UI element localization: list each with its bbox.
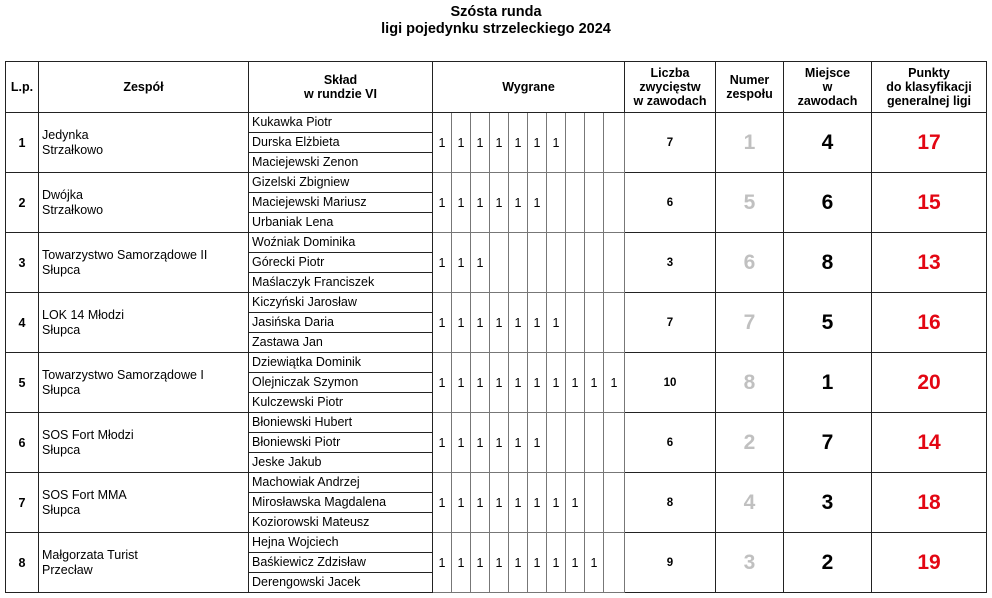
team-name-line2: Słupca bbox=[42, 502, 81, 517]
place: 4 bbox=[784, 113, 872, 173]
header-place-line1: Miejsce bbox=[804, 66, 851, 80]
league-points: 17 bbox=[872, 113, 987, 173]
win-cell: 1 bbox=[509, 293, 528, 353]
team-name-line1: Dwójka bbox=[42, 187, 83, 202]
win-cell: 1 bbox=[509, 533, 528, 593]
team-member: Jasińska Daria bbox=[249, 313, 432, 333]
win-cell: 1 bbox=[490, 173, 509, 233]
win-cell: 1 bbox=[471, 533, 490, 593]
win-cell bbox=[604, 533, 625, 593]
win-cell: 1 bbox=[509, 413, 528, 473]
header-team-no bbox=[716, 62, 784, 113]
win-cell bbox=[566, 413, 585, 473]
win-cell: 1 bbox=[566, 533, 585, 593]
team-name-line2: Strzałkowo bbox=[42, 142, 104, 157]
team-member: Kiczyński Jarosław bbox=[249, 293, 432, 313]
team-number: 4 bbox=[716, 473, 784, 533]
team-name bbox=[39, 173, 249, 233]
wins-total: 10 bbox=[625, 353, 716, 413]
win-cell: 1 bbox=[490, 353, 509, 413]
team-member: Kukawka Piotr bbox=[249, 113, 432, 133]
win-cell: 1 bbox=[528, 473, 547, 533]
win-cell: 1 bbox=[433, 113, 452, 173]
win-cell: 1 bbox=[528, 173, 547, 233]
win-cell: 1 bbox=[490, 413, 509, 473]
win-cell: 1 bbox=[471, 413, 490, 473]
team-member: Górecki Piotr bbox=[249, 253, 432, 273]
table-row bbox=[6, 233, 987, 293]
win-cell: 1 bbox=[490, 293, 509, 353]
header-place-line2: w bbox=[822, 80, 833, 94]
table-row bbox=[6, 173, 987, 233]
header-place-line3: zawodach bbox=[797, 94, 858, 108]
team-member: Machowiak Andrzej bbox=[249, 473, 432, 493]
team-number: 3 bbox=[716, 533, 784, 593]
league-points: 15 bbox=[872, 173, 987, 233]
win-cell: 1 bbox=[547, 353, 566, 413]
win-cell bbox=[585, 413, 604, 473]
team-member: Jeske Jakub bbox=[252, 455, 322, 469]
win-cell: 1 bbox=[604, 353, 625, 413]
team-member: Maciejewski Mariusz bbox=[249, 193, 432, 213]
win-cell: 1 bbox=[509, 113, 528, 173]
team-member: Dziewiątka Dominik bbox=[249, 353, 432, 373]
win-cell: 1 bbox=[433, 173, 452, 233]
team-squad bbox=[249, 233, 433, 293]
win-cell bbox=[585, 233, 604, 293]
place: 1 bbox=[784, 353, 872, 413]
league-points: 16 bbox=[872, 293, 987, 353]
row-number: 8 bbox=[6, 533, 39, 593]
table-row bbox=[6, 533, 987, 593]
team-name-line2: Słupca bbox=[42, 382, 81, 397]
team-name-line1: LOK 14 Młodzi bbox=[42, 307, 124, 322]
document-title bbox=[0, 4, 992, 38]
win-cell: 1 bbox=[452, 353, 471, 413]
team-name-line2: Słupca bbox=[42, 442, 81, 457]
win-cell bbox=[509, 233, 528, 293]
team-member: Gizelski Zbigniew bbox=[249, 173, 432, 193]
win-cell: 1 bbox=[452, 413, 471, 473]
win-cell: 1 bbox=[471, 233, 490, 293]
header-points-line2: do klasyfikacji bbox=[886, 80, 972, 94]
results-table bbox=[5, 61, 987, 593]
win-cell bbox=[585, 473, 604, 533]
win-cell: 1 bbox=[452, 533, 471, 593]
win-cell bbox=[566, 173, 585, 233]
title-line-1: Szósta runda bbox=[450, 4, 542, 20]
team-name bbox=[39, 293, 249, 353]
league-points: 19 bbox=[872, 533, 987, 593]
team-member: Błoniewski Hubert bbox=[249, 413, 432, 433]
win-cell: 1 bbox=[528, 533, 547, 593]
team-number: 5 bbox=[716, 173, 784, 233]
win-cell: 1 bbox=[471, 353, 490, 413]
win-cell: 1 bbox=[528, 413, 547, 473]
header-points-line1: Punkty bbox=[908, 66, 950, 80]
team-name bbox=[39, 473, 249, 533]
header-place bbox=[784, 62, 872, 113]
place: 7 bbox=[784, 413, 872, 473]
win-cell: 1 bbox=[452, 473, 471, 533]
header-lp: L.p. bbox=[6, 62, 39, 113]
team-name-line1: Jedynka bbox=[42, 127, 89, 142]
team-member: Koziorowski Mateusz bbox=[252, 515, 370, 529]
team-member: Durska Elżbieta bbox=[249, 133, 432, 153]
team-squad bbox=[249, 353, 433, 413]
league-points: 14 bbox=[872, 413, 987, 473]
win-cell: 1 bbox=[433, 233, 452, 293]
table-row bbox=[6, 473, 987, 533]
team-squad bbox=[249, 473, 433, 533]
team-member: Błoniewski Piotr bbox=[249, 433, 432, 453]
place: 8 bbox=[784, 233, 872, 293]
wins-total: 8 bbox=[625, 473, 716, 533]
row-number: 5 bbox=[6, 353, 39, 413]
team-name-line2: Przecław bbox=[42, 562, 93, 577]
header-squad bbox=[249, 62, 433, 113]
win-cell: 1 bbox=[471, 293, 490, 353]
table-row bbox=[6, 113, 987, 173]
win-cell bbox=[585, 113, 604, 173]
win-cell: 1 bbox=[547, 293, 566, 353]
team-name-line1: Małgorzata Turist bbox=[42, 547, 138, 562]
header-points bbox=[872, 62, 987, 113]
header-wins-total bbox=[625, 62, 716, 113]
team-name-line1: SOS Fort Młodzi bbox=[42, 427, 134, 442]
win-cell bbox=[547, 173, 566, 233]
team-squad bbox=[249, 113, 433, 173]
team-name bbox=[39, 113, 249, 173]
win-cell: 1 bbox=[490, 113, 509, 173]
win-cell bbox=[585, 173, 604, 233]
win-cell bbox=[528, 233, 547, 293]
win-cell bbox=[604, 233, 625, 293]
win-cell: 1 bbox=[471, 113, 490, 173]
team-member: Mirosławska Magdalena bbox=[249, 493, 432, 513]
league-points: 18 bbox=[872, 473, 987, 533]
wins-total: 7 bbox=[625, 113, 716, 173]
title-line-2: ligi pojedynku strzeleckiego 2024 bbox=[381, 21, 611, 37]
win-cell: 1 bbox=[528, 293, 547, 353]
wins-total: 7 bbox=[625, 293, 716, 353]
team-name-line1: Towarzystwo Samorządowe II bbox=[42, 247, 208, 262]
team-number: 6 bbox=[716, 233, 784, 293]
team-name-line2: Słupca bbox=[42, 322, 81, 337]
header-wins: Wygrane bbox=[433, 62, 625, 113]
table-body bbox=[6, 113, 987, 593]
team-member: Hejna Wojciech bbox=[249, 533, 432, 553]
win-cell: 1 bbox=[509, 173, 528, 233]
win-cell: 1 bbox=[566, 353, 585, 413]
win-cell bbox=[566, 113, 585, 173]
win-cell bbox=[604, 113, 625, 173]
team-member: Derengowski Jacek bbox=[252, 575, 361, 589]
win-cell: 1 bbox=[471, 473, 490, 533]
row-number: 2 bbox=[6, 173, 39, 233]
place: 3 bbox=[784, 473, 872, 533]
win-cell: 1 bbox=[433, 533, 452, 593]
header-squad-line1: Skład bbox=[323, 73, 358, 87]
win-cell: 1 bbox=[433, 293, 452, 353]
header-wins-total-line3: w zawodach bbox=[633, 94, 707, 108]
place: 2 bbox=[784, 533, 872, 593]
win-cell: 1 bbox=[433, 473, 452, 533]
win-cell: 1 bbox=[509, 473, 528, 533]
header-team-no-line1: Numer bbox=[729, 73, 770, 87]
wins-total: 3 bbox=[625, 233, 716, 293]
league-points: 13 bbox=[872, 233, 987, 293]
team-name-line2: Słupca bbox=[42, 262, 81, 277]
win-cell bbox=[604, 293, 625, 353]
win-cell: 1 bbox=[528, 113, 547, 173]
team-number: 1 bbox=[716, 113, 784, 173]
win-cell: 1 bbox=[547, 473, 566, 533]
win-cell: 1 bbox=[585, 533, 604, 593]
team-member: Olejniczak Szymon bbox=[249, 373, 432, 393]
team-squad bbox=[249, 413, 433, 473]
team-member: Maciejewski Zenon bbox=[252, 155, 359, 169]
team-name-line2: Strzałkowo bbox=[42, 202, 104, 217]
place: 6 bbox=[784, 173, 872, 233]
header-team: Zespół bbox=[39, 62, 249, 113]
win-cell: 1 bbox=[490, 533, 509, 593]
win-cell: 1 bbox=[585, 353, 604, 413]
win-cell bbox=[604, 173, 625, 233]
table-row bbox=[6, 413, 987, 473]
place: 5 bbox=[784, 293, 872, 353]
win-cell: 1 bbox=[471, 173, 490, 233]
team-number: 7 bbox=[716, 293, 784, 353]
win-cell bbox=[604, 473, 625, 533]
team-name bbox=[39, 533, 249, 593]
win-cell: 1 bbox=[452, 293, 471, 353]
win-cell: 1 bbox=[528, 353, 547, 413]
team-member: Maślaczyk Franciszek bbox=[252, 275, 375, 289]
win-cell: 1 bbox=[547, 113, 566, 173]
team-name-line1: SOS Fort MMA bbox=[42, 487, 127, 502]
win-cell bbox=[604, 413, 625, 473]
header-team-no-line2: zespołu bbox=[726, 87, 773, 101]
team-member: Woźniak Dominika bbox=[249, 233, 432, 253]
team-name-line1: Towarzystwo Samorządowe I bbox=[42, 367, 204, 382]
table-row bbox=[6, 353, 987, 413]
team-number: 2 bbox=[716, 413, 784, 473]
team-member: Urbaniak Lena bbox=[252, 215, 334, 229]
row-number: 3 bbox=[6, 233, 39, 293]
wins-total: 6 bbox=[625, 173, 716, 233]
win-cell: 1 bbox=[433, 353, 452, 413]
win-cell: 1 bbox=[452, 113, 471, 173]
team-squad bbox=[249, 293, 433, 353]
win-cell bbox=[490, 233, 509, 293]
team-member: Zastawa Jan bbox=[252, 335, 323, 349]
league-points: 20 bbox=[872, 353, 987, 413]
table-row bbox=[6, 293, 987, 353]
row-number: 7 bbox=[6, 473, 39, 533]
wins-total: 6 bbox=[625, 413, 716, 473]
header-squad-line2: w rundzie VI bbox=[304, 87, 377, 101]
team-squad bbox=[249, 533, 433, 593]
wins-total: 9 bbox=[625, 533, 716, 593]
team-squad bbox=[249, 173, 433, 233]
header-wins-total-line1: Liczba bbox=[650, 66, 690, 80]
win-cell bbox=[585, 293, 604, 353]
row-number: 6 bbox=[6, 413, 39, 473]
win-cell: 1 bbox=[509, 353, 528, 413]
header-row bbox=[6, 62, 987, 113]
win-cell bbox=[566, 233, 585, 293]
team-number: 8 bbox=[716, 353, 784, 413]
team-name bbox=[39, 233, 249, 293]
header-points-line3: generalnej ligi bbox=[886, 94, 972, 108]
win-cell: 1 bbox=[566, 473, 585, 533]
win-cell: 1 bbox=[547, 533, 566, 593]
team-member: Kulczewski Piotr bbox=[252, 395, 343, 409]
win-cell bbox=[547, 413, 566, 473]
team-name bbox=[39, 413, 249, 473]
row-number: 1 bbox=[6, 113, 39, 173]
win-cell bbox=[547, 233, 566, 293]
row-number: 4 bbox=[6, 293, 39, 353]
header-wins-total-line2: zwycięstw bbox=[639, 80, 701, 94]
team-member: Baśkiewicz Zdzisław bbox=[249, 553, 432, 573]
win-cell: 1 bbox=[452, 233, 471, 293]
win-cell: 1 bbox=[490, 473, 509, 533]
win-cell: 1 bbox=[452, 173, 471, 233]
team-name bbox=[39, 353, 249, 413]
win-cell bbox=[566, 293, 585, 353]
win-cell: 1 bbox=[433, 413, 452, 473]
